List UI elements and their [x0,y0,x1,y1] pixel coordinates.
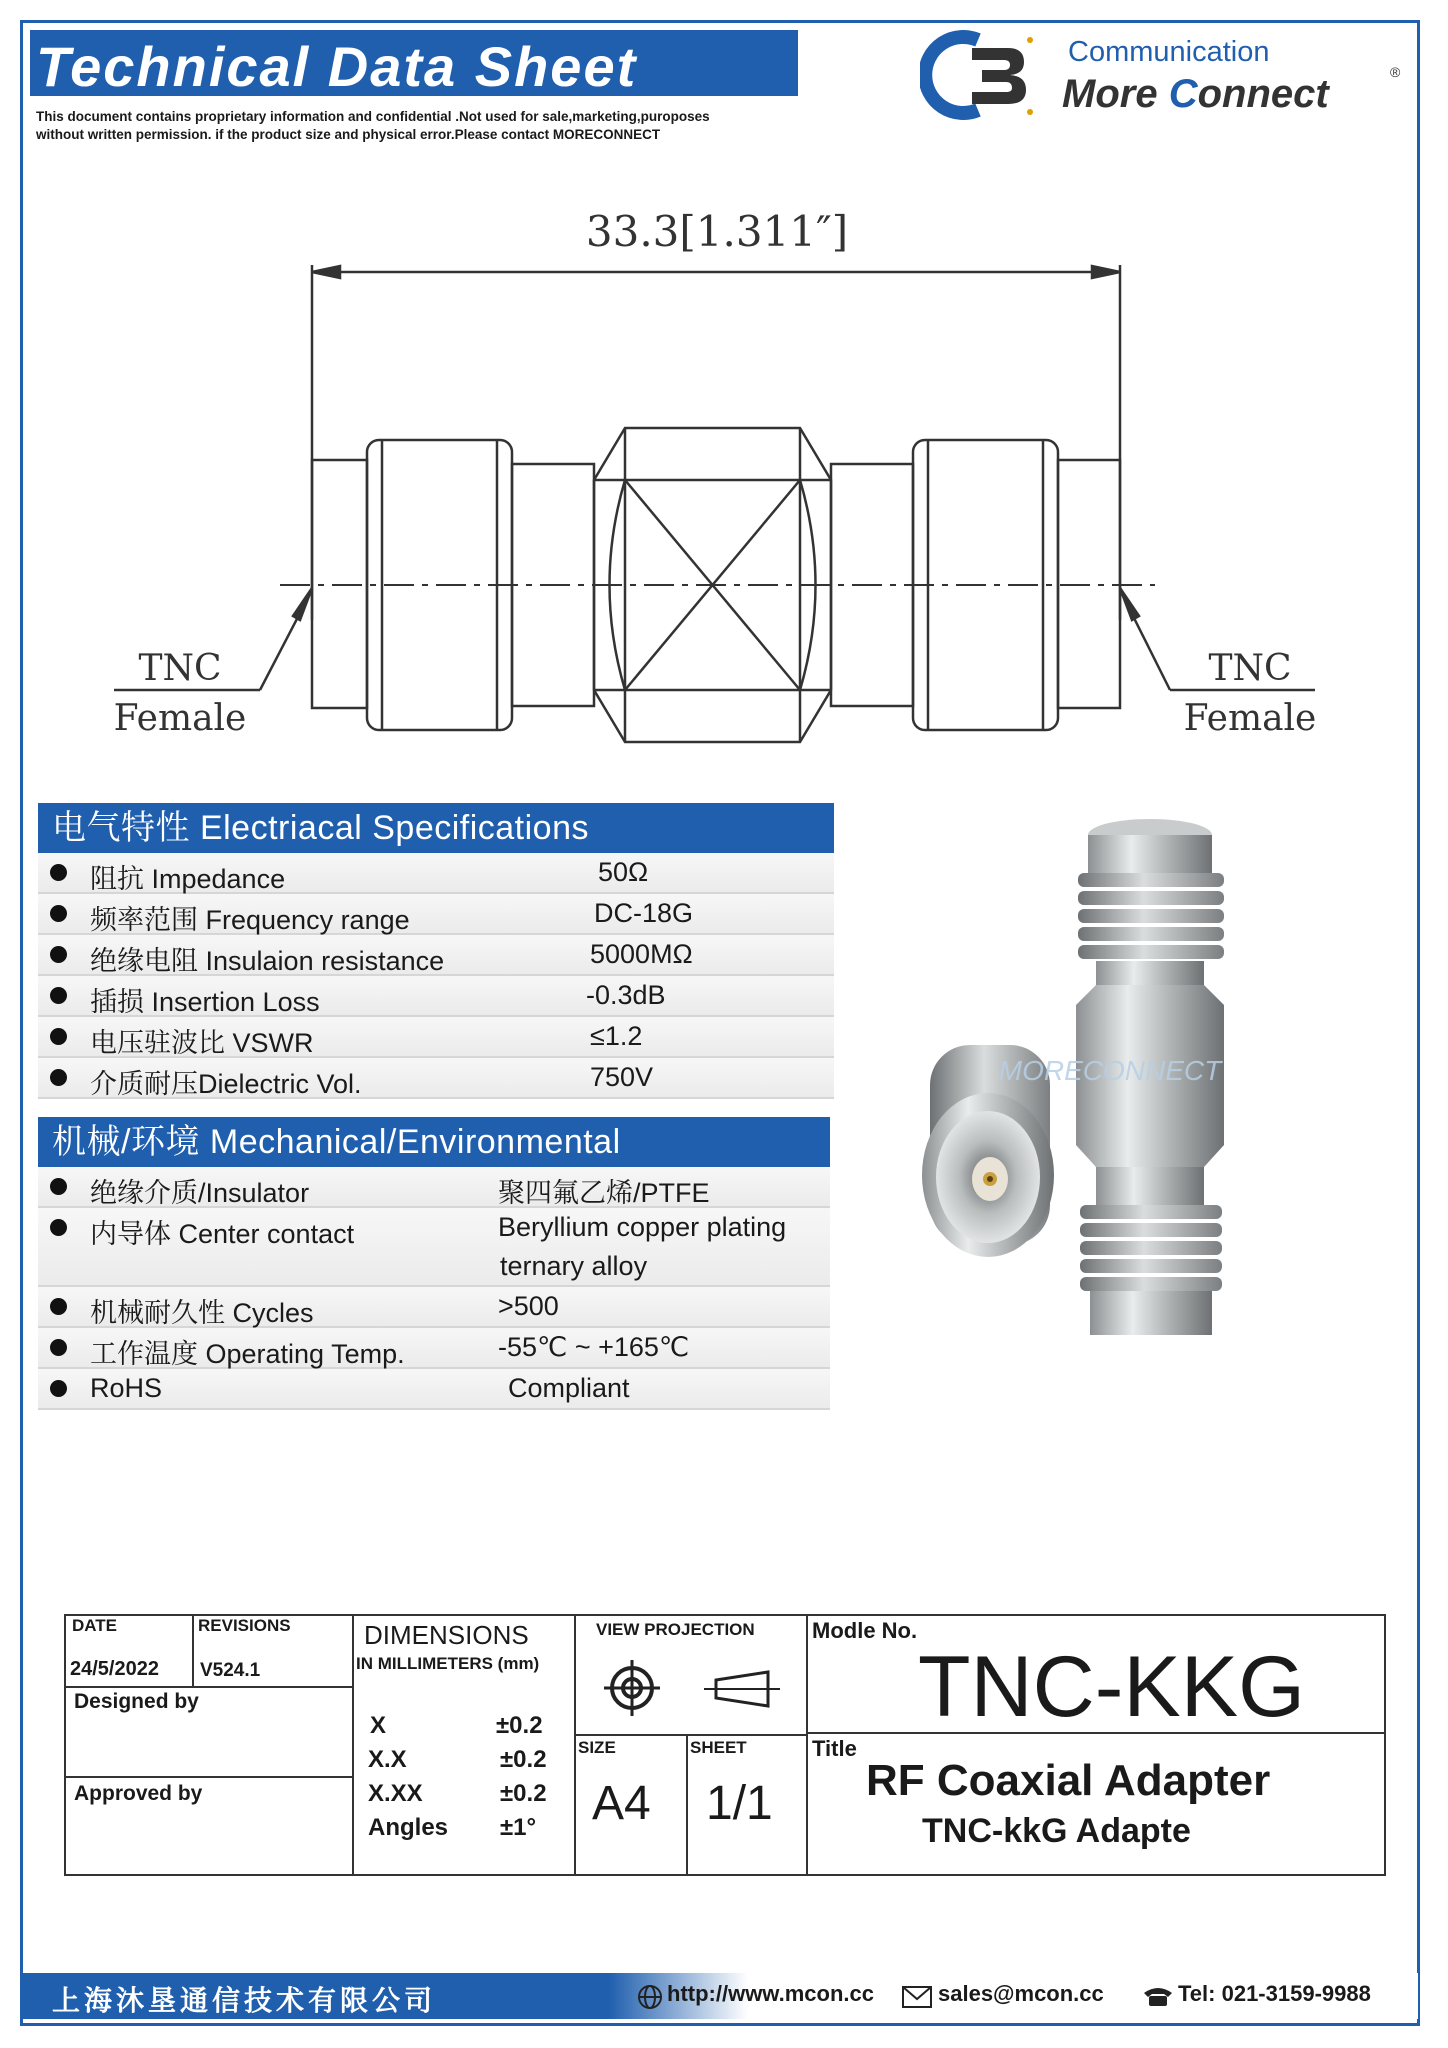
revisions-value: V524.1 [200,1660,261,1681]
title-banner [30,30,798,96]
divider [66,1776,352,1778]
title-label: Title [812,1736,857,1761]
divider [192,1616,194,1686]
left-connector-label: TNC [138,648,222,689]
brand-communication: Communication [1068,36,1270,68]
spec-value: DC-18G [594,898,694,928]
bullet-icon [50,1178,67,1195]
divider [806,1616,808,1874]
bullet-icon [50,1069,67,1086]
size-value: A4 [592,1777,651,1830]
spec-row [38,1167,830,1208]
title-block [64,1614,1386,1876]
bullet-icon [50,1028,67,1045]
dimensions-units: IN MILLIMETERS (mm) [356,1654,540,1673]
electrical-specs-heading: 电气特性 Electriacal Specifications [38,803,834,853]
approved-by-label: Approved by [74,1782,203,1805]
spec-row [38,1369,830,1410]
spec-label: 插损 Insertion Loss [90,987,320,1017]
tolerance-value: ±1° [500,1814,537,1841]
tolerance-key: Angles [368,1814,449,1841]
tolerance-key: X [370,1712,387,1739]
right-connector-label: TNC [1208,648,1292,689]
spec-label: RoHS [90,1373,163,1403]
sheet-value: 1/1 [706,1777,773,1830]
spec-row [38,1287,830,1328]
mail-icon [902,1986,932,2008]
divider [574,1734,806,1736]
spec-value: 5000MΩ [590,939,693,969]
right-gender-label: Female [1183,698,1317,739]
spec-row [38,935,834,976]
dimensions-label: DIMENSIONS [364,1620,529,1650]
tolerance-value: ±0.2 [500,1746,547,1773]
spec-value: Beryllium copper plating [498,1212,787,1242]
photo-watermark: MORECONNECT [998,1055,1222,1086]
spec-row [38,1328,830,1369]
product-photo [900,815,1320,1355]
spec-label: 绝缘电阻 Insulaion resistance [90,946,445,976]
model-number: TNC-KKG [918,1639,1305,1735]
dimension-value: 33.3[1.311″] [585,207,849,256]
technical-drawing [100,180,1350,780]
email-link[interactable]: sales@mcon.cc [938,1981,1104,2006]
projection-cone-icon [702,1668,782,1710]
bullet-icon [50,864,67,881]
bullet-icon [50,1339,67,1356]
bullet-icon [50,987,67,1004]
tolerance-value: ±0.2 [496,1712,543,1739]
bullet-icon [50,905,67,922]
spec-label: 阻抗 Impedance [90,864,286,894]
tolerance-key: X.XX [368,1780,423,1807]
brand-connect-rest: onnect [1197,72,1329,116]
brand-connect-initial: C [1168,72,1198,116]
spec-label: 频率范围 Frequency range [90,905,410,935]
spec-row [38,894,834,935]
spec-label: 内导体 Center contact [90,1219,355,1249]
divider [574,1616,576,1874]
spec-row [38,1208,830,1287]
mechanical-specs-heading: 机械/环境 Mechanical/Environmental [38,1117,830,1167]
spec-value: ≤1.2 [590,1021,643,1051]
spec-row [38,1058,834,1099]
electrical-specs-panel [38,803,834,1099]
spec-label: 工作温度 Operating Temp. [90,1339,405,1369]
divider [686,1734,688,1874]
spec-label: 绝缘介质/Insulator [90,1178,310,1208]
sheet-label: SHEET [690,1738,747,1757]
tolerance-key: X.X [368,1746,407,1773]
dim-arrow-left [312,266,340,278]
dim-arrow-right [1092,266,1120,278]
spec-label: 机械耐久性 Cycles [90,1298,314,1328]
phone-icon [1142,1985,1174,2007]
spec-value: -0.3dB [586,980,666,1010]
footer-bar [22,1973,1418,2019]
spec-label: 介质耐压Dielectric Vol. [90,1069,362,1099]
model-label: Modle No. [812,1618,918,1643]
spec-row [38,1017,834,1058]
view-projection-label: VIEW PROJECTION [596,1620,755,1639]
first-angle-circle-icon [602,1658,662,1718]
globe-icon [637,1984,663,2010]
designed-by-label: Designed by [74,1690,199,1713]
bullet-icon [50,1219,67,1236]
bullet-icon [50,1380,67,1397]
size-label: SIZE [578,1738,616,1757]
spec-value: -55℃ ~ +165℃ [498,1332,690,1362]
spec-row [38,976,834,1017]
brand-more: More [1062,72,1158,116]
revisions-label: REVISIONS [198,1616,291,1635]
divider [352,1616,354,1874]
disclaimer-line-1: This document contains proprietary information and confidential .Not used for sale,marketing,puroposes [36,109,710,124]
divider [66,1686,352,1688]
tolerance-value: ±0.2 [500,1780,547,1807]
website-link[interactable]: http://www.mcon.cc [667,1981,874,2006]
spec-value: >500 [498,1291,559,1321]
spec-value: Compliant [508,1373,630,1403]
product-title: RF Coaxial Adapter [866,1756,1271,1805]
page-title: Technical Data Sheet [36,35,638,98]
registered-mark: ® [1390,64,1401,80]
bullet-icon [50,1298,67,1315]
company-name: 上海沐垦通信技术有限公司 [52,1984,437,2017]
spec-label: 电压驻波比 VSWR [90,1028,314,1058]
spec-value: 聚四氟乙烯/PTFE [498,1178,710,1208]
spec-value-line-2: ternary alloy [500,1251,648,1281]
spec-row [38,853,834,894]
product-subtitle: TNC-kkG Adapte [922,1812,1191,1850]
spec-value: 50Ω [598,857,649,887]
bullet-icon [50,946,67,963]
mechanical-specs-panel [38,1117,830,1410]
disclaimer [36,108,836,144]
brand-more-connect [1062,72,1329,117]
spec-value: 750V [590,1062,654,1092]
moreconnect-logo-icon [920,30,1040,120]
left-gender-label: Female [113,698,247,739]
date-label: DATE [72,1616,118,1635]
date-value: 24/5/2022 [70,1658,159,1680]
phone-number: Tel: 021-3159-9988 [1178,1981,1371,2006]
disclaimer-line-2: without written permission. if the product size and physical error.Please contact MORECONNECT [36,127,661,142]
